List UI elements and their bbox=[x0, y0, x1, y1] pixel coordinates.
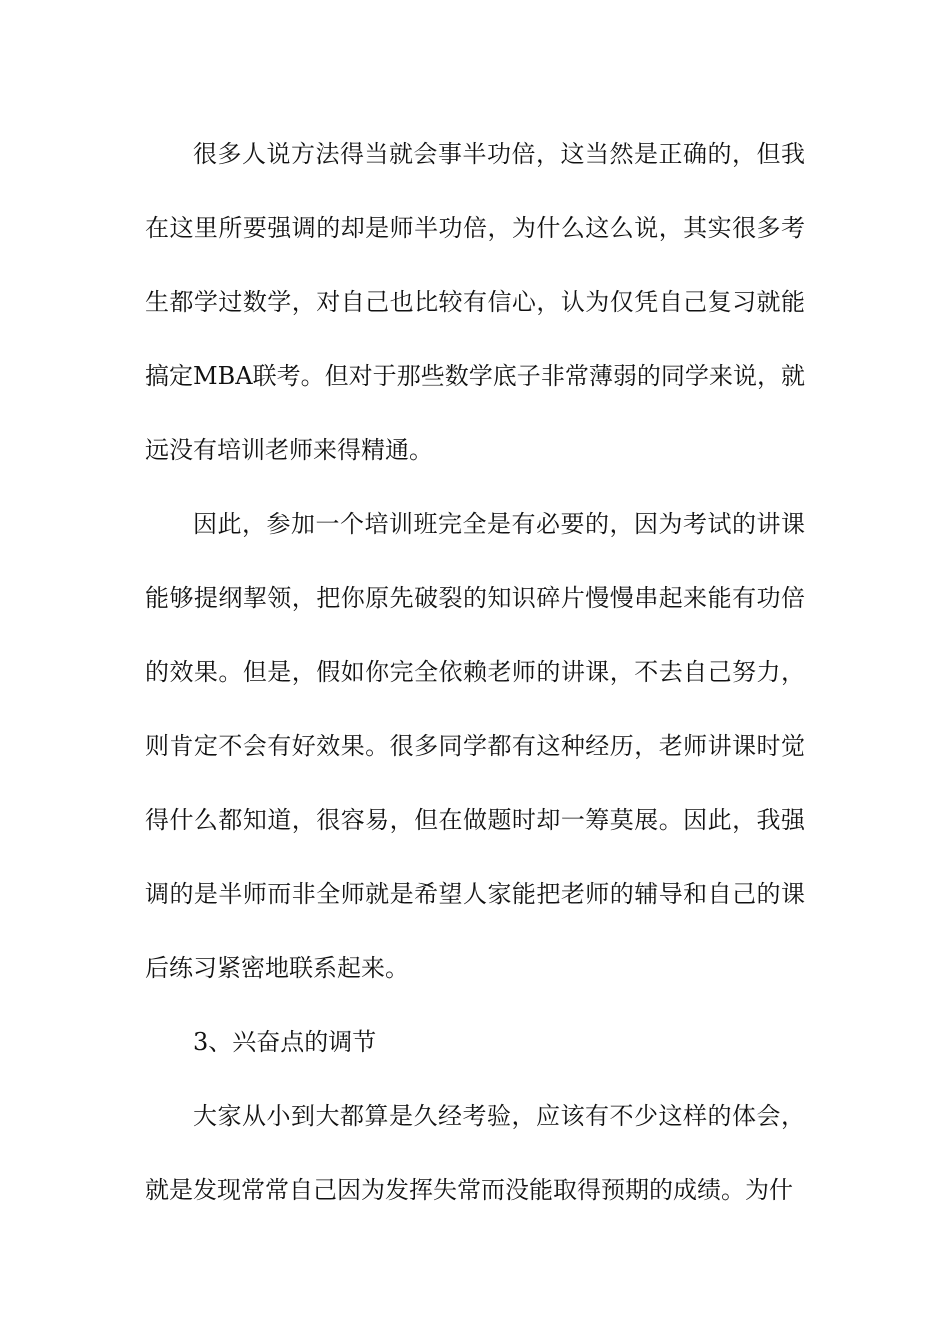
document-body bbox=[145, 117, 805, 1227]
paragraph-training-class: 因此，参加一个培训班完全是有必要的，因为考试的讲课能够提纲挈领，把你原先破裂的知识碎片慢慢串起来能有功倍的效果。但是，假如你完全依赖老师的讲课，不去自己努力，则肯定不会有好效果。很多同学都有这种经历，老师讲课时觉得什么都知道，很容易，但在做题时却一筹莫展。因此，我强调的是半师而非全师就是希望人家能把老师的辅导和自己的课后练习紧密地联系起来。 bbox=[145, 510, 805, 982]
paragraph-method: 很多人说方法得当就会事半功倍，这当然是正确的，但我在这里所要强调的却是师半功倍，为什么这么说，其实很多考生都学过数学，对自己也比较有信心，认为仅凭自己复习就能搞定MBA联考。但对于那些数学底子非常薄弱的同学来说，就远没有培训老师来得精通。 bbox=[145, 140, 805, 464]
section-heading-excitement: 3、兴奋点的调节 bbox=[193, 1028, 377, 1056]
paragraph-exam-performance: 大家从小到大都算是久经考验，应该有不少这样的体会，就是发现常常自己因为发挥失常而没能取得预期的成绩。为什 bbox=[145, 1102, 805, 1204]
